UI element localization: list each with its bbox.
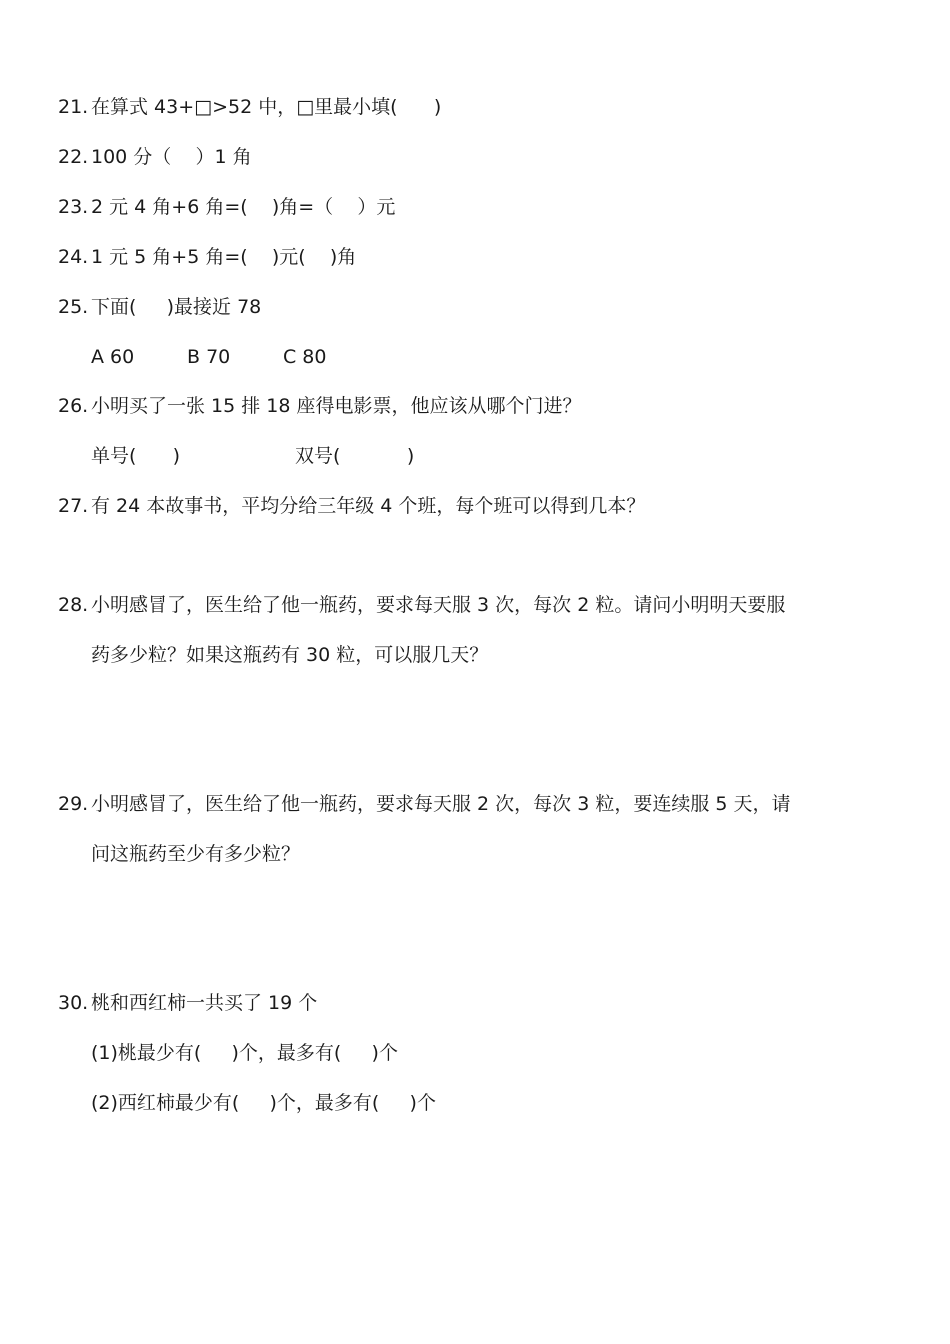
question-number: 30.	[58, 992, 89, 1014]
question-text: 在算式 43+□>52 中，□里最小填( )	[91, 96, 442, 118]
question-text: 2 元 4 角+6 角=( )角=（ ）元	[91, 196, 396, 218]
question-number: 25.	[58, 296, 89, 318]
question-number: 24.	[58, 246, 89, 268]
q30-sub-2: (2)西红柿最少有( )个，最多有( )个	[91, 1092, 436, 1114]
question-23	[58, 195, 395, 219]
q26-choice-odd: 单号( )	[91, 445, 181, 467]
question-text: 下面( )最接近 78	[91, 296, 262, 318]
q26-choice-even: 双号( )	[295, 445, 415, 467]
question-text: 小明感冒了，医生给了他一瓶药，要求每天服 2 次，每次 3 粒，要连续服 5 天，请	[91, 793, 791, 815]
question-22	[58, 145, 252, 169]
question-text: 小明买了一张 15 排 18 座得电影票，他应该从哪个门进？	[91, 395, 582, 417]
question-26	[58, 394, 582, 418]
q30-sub-1: (1)桃最少有( )个，最多有( )个	[91, 1042, 398, 1064]
question-29-continuation: 问这瓶药至少有多少粒？	[91, 843, 301, 865]
question-number: 23.	[58, 196, 89, 218]
q25-option-c: C 80	[283, 346, 327, 368]
question-29	[58, 792, 791, 816]
question-number: 22.	[58, 146, 89, 168]
question-number: 29.	[58, 793, 89, 815]
question-28-continuation: 药多少粒？如果这瓶药有 30 粒，可以服几天？	[91, 644, 489, 666]
question-27	[58, 494, 645, 518]
question-25	[58, 295, 261, 319]
question-text: 桃和西红柿一共买了 19 个	[91, 992, 318, 1014]
question-text: 有 24 本故事书，平均分给三年级 4 个班，每个班可以得到几本？	[91, 495, 646, 517]
question-number: 21.	[58, 96, 89, 118]
q25-option-a: A 60	[91, 346, 135, 368]
question-24	[58, 245, 356, 269]
question-number: 28.	[58, 594, 89, 616]
question-number: 26.	[58, 395, 89, 417]
question-30	[58, 991, 317, 1015]
question-number: 27.	[58, 495, 89, 517]
question-21	[58, 95, 441, 119]
question-28	[58, 593, 785, 617]
question-text: 小明感冒了，医生给了他一瓶药，要求每天服 3 次，每次 2 粒。请问小明明天要服	[91, 594, 786, 616]
q25-option-b: B 70	[187, 346, 231, 368]
question-text: 1 元 5 角+5 角=( )元( )角	[91, 246, 357, 268]
question-text: 100 分（ ）1 角	[91, 146, 252, 168]
